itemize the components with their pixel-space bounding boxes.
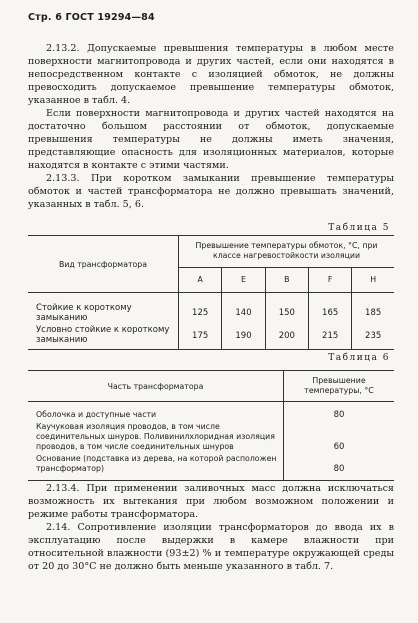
table5-class-b: В xyxy=(265,267,308,292)
text-block-bottom xyxy=(28,482,394,573)
table5-cell: 215 xyxy=(308,323,351,350)
table6-row-label: Оболочка и доступные части xyxy=(36,410,157,419)
table5-caption: Таблица 5 xyxy=(328,223,390,233)
table5-cell: 140 xyxy=(222,293,265,324)
table5-col-type-header: Вид трансформатора xyxy=(28,236,179,293)
table5-cell: 185 xyxy=(352,293,394,324)
paragraph-2-13-4: 2.13.4. При применении заливочных масс должна исключаться возможность их вытекания при любом возможном положении и режиме работы трансформатора. xyxy=(28,483,394,520)
table5-cell: 150 xyxy=(265,293,308,324)
table6-col-temp-header: Превышение температуры, °С xyxy=(284,371,395,402)
table5-class-a: А xyxy=(179,267,222,292)
table5-cell: 190 xyxy=(222,323,265,350)
table6-cell: 80 xyxy=(284,452,395,481)
table5-class-f: F xyxy=(308,267,351,292)
table6-col-part-header: Часть трансформатора xyxy=(28,371,284,402)
table-5 xyxy=(28,235,394,350)
paragraph-2-13-3: 2.13.3. При коротком замыкании превышение температуры обмоток и частей трансформатора не должно превышать значений, указанных в табл. 5, 6. xyxy=(28,173,394,210)
page-header: Стр. 6 ГОСТ 19294—84 xyxy=(28,12,155,23)
table5-cell: 165 xyxy=(308,293,351,324)
table5-cell: 235 xyxy=(352,323,394,350)
paragraph-2-13-2: 2.13.2. Допускаемые превышения температуры в любом месте поверхности магнитопровода и других частей, если они находятся в непосредственном контакте с изоляцией обмоток, не должны превосходить допускаемое превышение температуры обмоток, указанное в табл. 4. xyxy=(28,43,394,106)
table5-group-header: Превышение температуры обмоток, °С, при классе нагревостойкости изоляции xyxy=(179,236,395,268)
paragraph-surfaces: Если поверхности магнитопровода и других частей находятся на достаточно большом расстоянии от обмоток, допускаемые превышения температуры не должны иметь значения, представляющие опасность для изоляционных материалов, которые находятся в контакте с этими частями. xyxy=(28,108,394,171)
table6-row-label: Основание (подставка из дерева, на которой расположен трансформатор) xyxy=(28,452,284,481)
table6-cell: 60 xyxy=(284,420,395,452)
table6-row-label: Каучуковая изоляция проводов, в том числе соединительных шнуров. Поливинилхлоридная изоляция проводов, в том числе соединительных шнуров xyxy=(36,422,275,451)
table6-caption: Таблица 6 xyxy=(328,353,390,363)
table5-class-e: Е xyxy=(222,267,265,292)
table6-cell: 80 xyxy=(284,402,395,421)
table5-class-h: Н xyxy=(352,267,394,292)
table5-cell: 125 xyxy=(179,293,222,324)
table5-cell: 200 xyxy=(265,323,308,350)
table-6 xyxy=(28,370,394,481)
paragraph-2-14: 2.14. Сопротивление изоляции трансформаторов до ввода их в эксплуатацию после выдержки в камере влажности при относительной влажности (93±2) % и температуре окружающей среды от 20 до 30°С не должно быть меньше указанного в табл. 7. xyxy=(28,522,394,572)
table5-row-label: Условно стойкие к короткому замыканию xyxy=(28,323,179,350)
table5-row-label: Стойкие к короткому замыканию xyxy=(36,303,132,323)
text-block-top xyxy=(28,42,394,211)
table5-cell: 175 xyxy=(179,323,222,350)
